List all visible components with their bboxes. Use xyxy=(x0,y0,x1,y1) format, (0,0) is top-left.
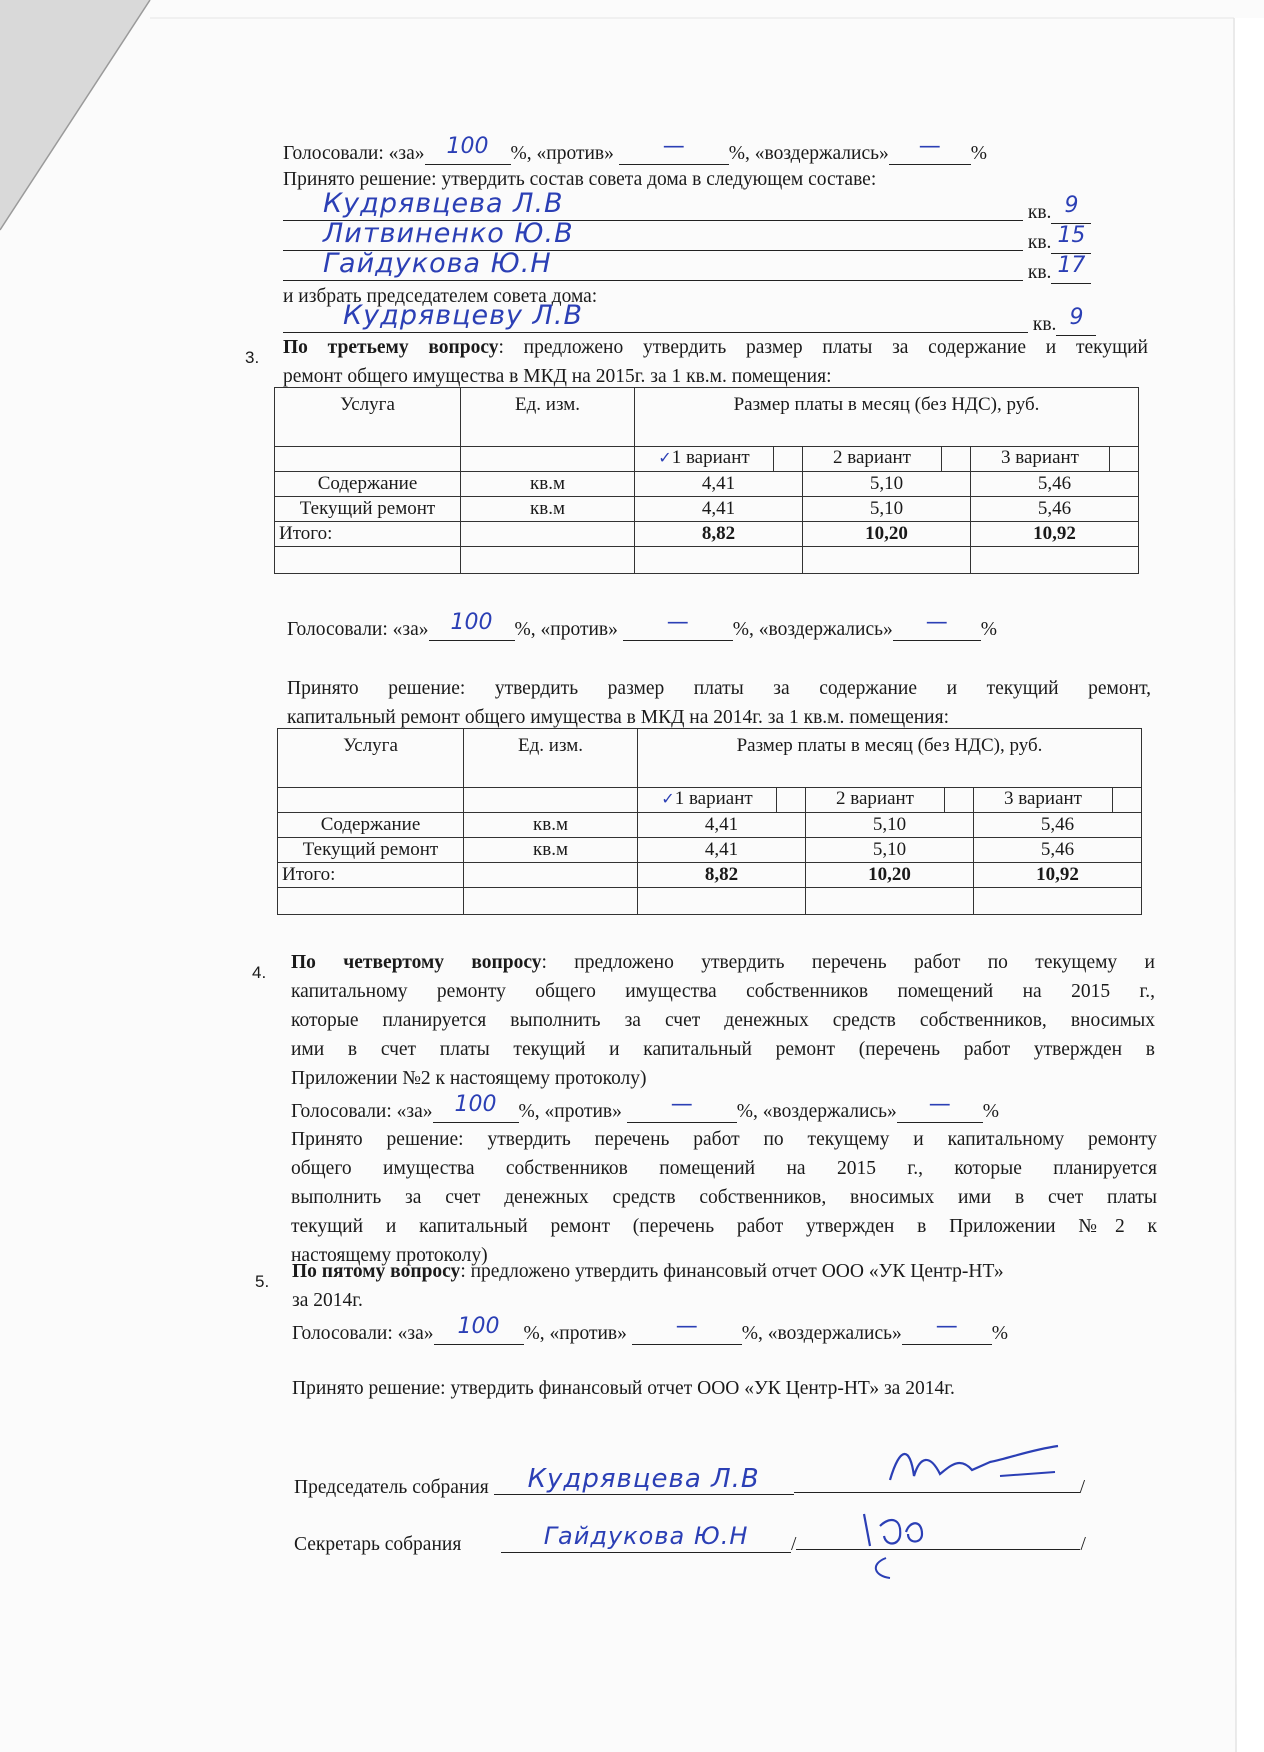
vote-against-label: %, «против» xyxy=(523,1323,627,1344)
council-chair xyxy=(283,300,1096,336)
member-name: Гайдукова Ю.Н xyxy=(323,248,552,279)
v1-value: 4,41 xyxy=(638,838,806,863)
fee-table-2014 xyxy=(277,728,1142,915)
q2-vote-line xyxy=(283,134,988,165)
vote-against-label: %, «против» xyxy=(514,619,618,640)
slash: / xyxy=(1080,1534,1086,1555)
table-row xyxy=(278,838,1142,863)
v3-value: 5,46 xyxy=(971,497,1139,522)
col-fee: Размер платы в месяц (без НДС), руб. xyxy=(635,388,1139,447)
q5-text-l1: : предложено утвердить финансовый отчет ООО «УК Центр-НТ» xyxy=(460,1261,1004,1282)
vote-against-field xyxy=(627,1092,737,1123)
v2-value: 5,10 xyxy=(803,497,971,522)
q4-line-3: которые планируется выполнить за счет денежных средств собственников, вносимых xyxy=(291,1010,1155,1031)
vote-against-label: %, «против» xyxy=(518,1101,622,1122)
vote-label: Голосовали: «за» xyxy=(292,1323,434,1344)
variant-2: 2 вариант xyxy=(806,788,945,812)
variant-1: 1 вариант xyxy=(671,447,750,468)
apt-label: кв. xyxy=(1032,314,1057,335)
v3-value: 5,46 xyxy=(974,838,1142,863)
vote-for-field xyxy=(434,1314,524,1345)
secretary-signature-mark xyxy=(850,1506,970,1586)
v2-value: 5,10 xyxy=(806,838,974,863)
vote-against-value: — xyxy=(666,610,689,635)
vote-against-field xyxy=(632,1314,742,1345)
col-service: Услуга xyxy=(275,388,461,447)
total-v3: 10,92 xyxy=(971,522,1139,547)
apt-label: кв. xyxy=(1027,202,1052,223)
check-mark: ✓ xyxy=(658,448,672,467)
vote-for-value: 100 xyxy=(450,610,493,635)
unit: кв.м xyxy=(464,813,638,838)
vote-abstain-value: — xyxy=(918,134,941,159)
member-name: Кудрявцева Л.В xyxy=(323,188,564,219)
secretary-signature-label: Секретарь собрания xyxy=(294,1534,462,1555)
q4-decision xyxy=(291,1125,1157,1270)
vote-label: Голосовали: «за» xyxy=(283,143,425,164)
total-v3: 10,92 xyxy=(974,863,1142,888)
unit: кв.м xyxy=(461,497,635,522)
total-v1: 8,82 xyxy=(638,863,806,888)
q4-title: По четвертому вопросу xyxy=(291,952,542,973)
decision-line-2: общего имущества собственников помещений на 2015 г., которые планируется xyxy=(291,1158,1157,1179)
apt-number: 17 xyxy=(1057,253,1086,278)
service-name: Текущий ремонт xyxy=(278,838,464,863)
vote-abstain-value: — xyxy=(925,610,948,635)
q3-decision xyxy=(287,674,1151,732)
service-name: Содержание xyxy=(275,472,461,497)
q4-number: 4. xyxy=(252,963,267,982)
q5-decision: Принято решение: утвердить финансовый отчет ООО «УК Центр-НТ» за 2014г. xyxy=(292,1378,955,1399)
q5-title: По пятому вопросу xyxy=(292,1261,461,1282)
total-row xyxy=(278,863,1142,888)
slash: / xyxy=(791,1534,797,1555)
vote-abstain-label: %, «воздержались» xyxy=(732,619,893,640)
total-label: Итого: xyxy=(278,863,464,888)
council-member-3 xyxy=(283,248,1091,284)
q3-title: По третьему вопросу xyxy=(283,337,499,358)
v3-value: 5,46 xyxy=(971,472,1139,497)
total-label: Итого: xyxy=(275,522,461,547)
q5-text-l2: за 2014г. xyxy=(292,1290,363,1311)
check-mark: ✓ xyxy=(661,789,675,808)
vote-pct: % xyxy=(982,1101,1000,1122)
apt-number: 9 xyxy=(1069,305,1084,330)
total-row xyxy=(275,522,1139,547)
table-row xyxy=(275,472,1139,497)
vote-label: Голосовали: «за» xyxy=(291,1101,433,1122)
q4-line-5: Приложении №2 к настоящему протоколу) xyxy=(291,1068,647,1089)
vote-pct: % xyxy=(970,143,988,164)
q5-text xyxy=(292,1257,1112,1315)
decision-line-1: Принято решение: утвердить перечень работ по текущему и капитальному ремонту xyxy=(291,1129,1157,1150)
chair-label: и избрать председателем совета дома: xyxy=(283,286,598,307)
decision-l1: Принято решение: утвердить размер платы за содержание и текущий ремонт, xyxy=(287,678,1151,699)
vote-abstain-label: %, «воздержались» xyxy=(741,1323,902,1344)
vote-abstain-field xyxy=(893,610,981,641)
chair-signature-name: Кудрявцева Л.В xyxy=(527,1464,760,1494)
vote-against-field xyxy=(623,610,733,641)
apt-number: 9 xyxy=(1064,193,1079,218)
apt-label: кв. xyxy=(1027,232,1052,253)
vote-abstain-field xyxy=(889,134,971,165)
unit: кв.м xyxy=(464,838,638,863)
unit: кв.м xyxy=(461,472,635,497)
vote-against-label: %, «против» xyxy=(510,143,614,164)
variant-3: 3 вариант xyxy=(974,788,1113,812)
q4-line-4: ими в счет платы текущий и капитальный ремонт (перечень работ утвержден в xyxy=(291,1039,1155,1060)
q3-text xyxy=(283,333,1148,391)
q4-line-2: капитальному ремонту общего имущества собственников помещений на 2015 г., xyxy=(291,981,1155,1002)
chair-signature-mark xyxy=(880,1436,1080,1496)
vote-abstain-value: — xyxy=(928,1092,951,1117)
decision-line-5: настоящему протоколу) xyxy=(291,1245,488,1266)
total-v2: 10,20 xyxy=(806,863,974,888)
decision-l2: капитальный ремонт общего имущества в МКД на 2014г. за 1 кв.м. помещения: xyxy=(287,707,950,728)
vote-against-field xyxy=(619,134,729,165)
total-v1: 8,82 xyxy=(635,522,803,547)
vote-pct: % xyxy=(980,619,998,640)
v3-value: 5,46 xyxy=(974,813,1142,838)
q4-vote-line xyxy=(291,1092,1000,1123)
vote-against-value: — xyxy=(675,1314,698,1339)
decision-line-3: выполнить за счет денежных средств собственников, вносимых ими в счет платы xyxy=(291,1187,1157,1208)
fee-table-2015 xyxy=(274,387,1139,574)
vote-pct: % xyxy=(991,1323,1009,1344)
col-fee: Размер платы в месяц (без НДС), руб. xyxy=(638,729,1142,788)
vote-abstain-value: — xyxy=(935,1314,958,1339)
vote-for-value: 100 xyxy=(446,134,489,159)
apt-number: 15 xyxy=(1057,223,1086,248)
q3-vote-line xyxy=(287,610,998,641)
q5-number: 5. xyxy=(255,1272,270,1291)
variant-3: 3 вариант xyxy=(971,447,1110,471)
secretary-signature-name: Гайдукова Ю.Н xyxy=(543,1522,749,1550)
v2-value: 5,10 xyxy=(803,472,971,497)
q2-decision: Принято решение: утвердить состав совета дома в следующем составе: xyxy=(283,169,877,190)
col-unit: Ед. изм. xyxy=(461,388,635,447)
q3-number: 3. xyxy=(245,348,260,367)
variant-2: 2 вариант xyxy=(803,447,942,471)
vote-abstain-field xyxy=(902,1314,992,1345)
slash: / xyxy=(1079,1477,1086,1498)
decision-line-4: текущий и капитальный ремонт (перечень работ утвержден в Приложении №2 к xyxy=(291,1216,1157,1237)
v1-value: 4,41 xyxy=(635,497,803,522)
q4-line-1: : предложено утвердить перечень работ по текущему и xyxy=(541,952,1155,973)
apt-label: кв. xyxy=(1027,262,1052,283)
service-name: Текущий ремонт xyxy=(275,497,461,522)
col-unit: Ед. изм. xyxy=(464,729,638,788)
v1-value: 4,41 xyxy=(638,813,806,838)
vote-abstain-field xyxy=(897,1092,983,1123)
vote-for-field xyxy=(425,134,511,165)
vote-against-value: — xyxy=(670,1092,693,1117)
member-name: Литвиненко Ю.В xyxy=(323,218,574,249)
q3-text-l2: ремонт общего имущества в МКД на 2015г. за 1 кв.м. помещения: xyxy=(283,366,832,387)
chair-signature-label: Председатель собрания xyxy=(294,1477,489,1498)
v2-value: 5,10 xyxy=(806,813,974,838)
vote-for-field xyxy=(433,1092,519,1123)
vote-against-value: — xyxy=(662,134,685,159)
variant-1: 1 вариант xyxy=(674,788,753,809)
table-row xyxy=(278,813,1142,838)
vote-label: Голосовали: «за» xyxy=(287,619,429,640)
vote-abstain-label: %, «воздержались» xyxy=(736,1101,897,1122)
vote-abstain-label: %, «воздержались» xyxy=(728,143,889,164)
vote-for-value: 100 xyxy=(457,1314,500,1339)
q3-text-l1: : предложено утвердить размер платы за содержание и текущий xyxy=(498,337,1148,358)
table-row xyxy=(275,497,1139,522)
v1-value: 4,41 xyxy=(635,472,803,497)
vote-for-value: 100 xyxy=(454,1092,497,1117)
q5-vote-line xyxy=(292,1314,1009,1345)
total-v2: 10,20 xyxy=(803,522,971,547)
col-service: Услуга xyxy=(278,729,464,788)
chair-name: Кудрявцеву Л.В xyxy=(343,300,583,331)
q4-text xyxy=(291,948,1155,1093)
service-name: Содержание xyxy=(278,813,464,838)
vote-for-field xyxy=(429,610,515,641)
